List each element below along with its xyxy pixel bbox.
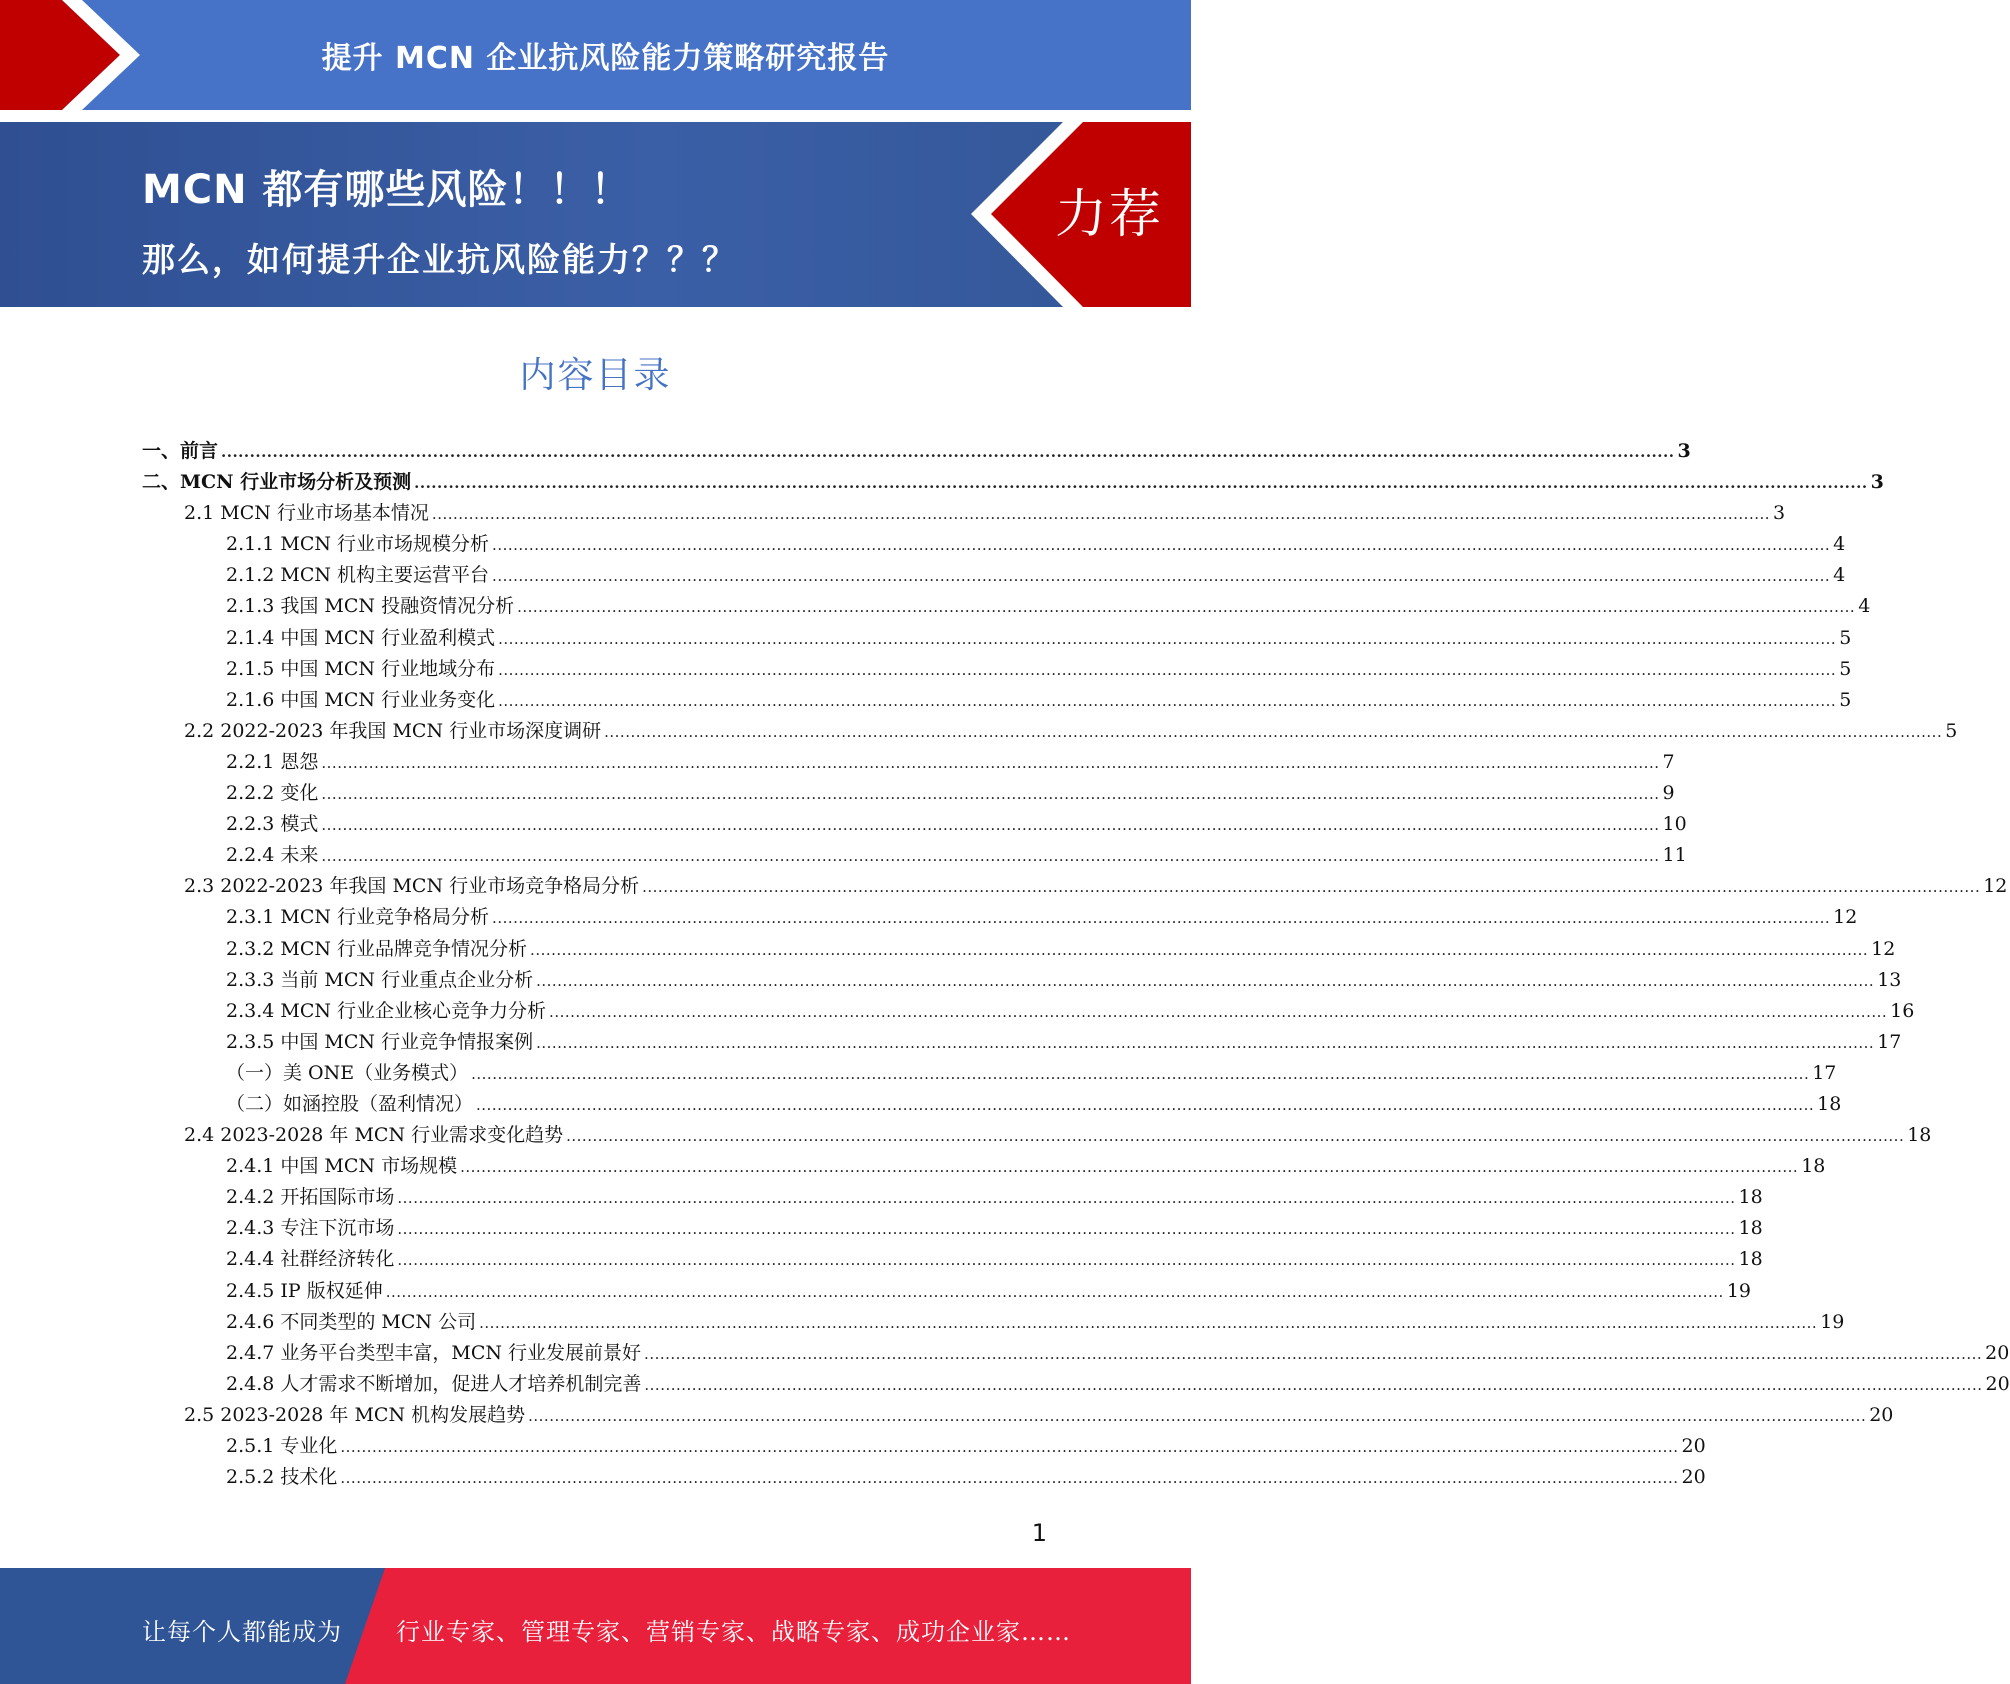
toc-entry-page: 20: [1869, 1403, 1894, 1426]
recommend-badge-text: 力荐: [1054, 185, 1163, 245]
toc-dot-leader: ..............................................................................................................................................................................................................................................................: [492, 536, 1831, 555]
toc-entry-page: 17: [1812, 1061, 1837, 1084]
toc-entry[interactable]: [142, 1369, 2010, 1400]
toc-entry-label: 2.4.8 人才需求不断增加，促进人才培养机制完善: [226, 1372, 642, 1395]
toc-entry[interactable]: [142, 467, 1884, 498]
toc-dot-leader: ..............................................................................................................................................................................................................................................................: [536, 1033, 1875, 1052]
toc-dot-leader: ..............................................................................................................................................................................................................................................................: [340, 1438, 1679, 1456]
toc-entry-page: 20: [1985, 1372, 2010, 1395]
toc-entry[interactable]: [142, 965, 1902, 996]
toc-entry[interactable]: [142, 1462, 1706, 1493]
toc-dot-leader: ..............................................................................................................................................................................................................................................................: [479, 1313, 1818, 1332]
toc-entry[interactable]: [142, 1244, 1763, 1275]
toc-entry-page: 20: [1985, 1341, 2010, 1364]
toc-entry-label: 2.5.2 技术化: [226, 1466, 338, 1489]
toc-dot-leader: ..............................................................................................................................................................................................................................................................: [498, 691, 1837, 710]
toc-entry[interactable]: [142, 840, 1687, 871]
toc-entry[interactable]: [142, 623, 1852, 654]
toc-entry[interactable]: [142, 809, 1687, 840]
toc-dot-leader: ..............................................................................................................................................................................................................................................................: [321, 816, 1660, 835]
toc-entry-label: 2.4.5 IP 版权延伸: [226, 1279, 383, 1302]
toc-entry-label: 2.3.2 MCN 行业品牌竞争情况分析: [226, 937, 528, 960]
toc-entry-label: 2.4.3 专注下沉市场: [226, 1217, 395, 1240]
toc-entry-page: 20: [1681, 1435, 1706, 1457]
toc-entry-page: 3: [1677, 440, 1691, 462]
toc-entry-page: 18: [1801, 1155, 1826, 1178]
toc-entry-label: 2.2.3 模式: [226, 813, 319, 836]
toc-dot-leader: ..............................................................................................................................................................................................................................................................: [530, 940, 1869, 959]
toc-entry-label: 2.5 2023-2028 年 MCN 机构发展趋势: [184, 1403, 526, 1426]
toc-dot-leader: ..............................................................................................................................................................................................................................................................: [414, 474, 1868, 493]
toc-entry-page: 7: [1662, 750, 1675, 773]
toc-entry[interactable]: [142, 529, 1846, 560]
toc-entry-label: 二、MCN 行业市场分析及预测: [142, 471, 412, 494]
toc-entry-page: 5: [1839, 688, 1852, 711]
toc-entry-label: 2.1.6 中国 MCN 行业业务变化: [226, 688, 496, 711]
toc-entry-page: 20: [1681, 1466, 1706, 1489]
toc-entry[interactable]: [142, 996, 1915, 1027]
toc-dot-leader: ..............................................................................................................................................................................................................................................................: [340, 1469, 1679, 1488]
toc-entry-page: 18: [1738, 1248, 1763, 1271]
page-number: 1: [1031, 1519, 1047, 1547]
toc-entry-label: 2.2.1 恩怨: [226, 750, 319, 773]
toc-entry[interactable]: [142, 654, 1852, 685]
table-of-contents: [142, 436, 2010, 1493]
toc-entry-label: 2.1.3 我国 MCN 投融资情况分析: [226, 595, 515, 618]
toc-entry[interactable]: [142, 685, 1852, 716]
toc-dot-leader: ..............................................................................................................................................................................................................................................................: [397, 1220, 1736, 1239]
toc-dot-leader: ..............................................................................................................................................................................................................................................................: [397, 1251, 1736, 1270]
toc-dot-leader: ..............................................................................................................................................................................................................................................................: [431, 505, 1771, 524]
toc-entry[interactable]: [142, 871, 2008, 902]
toc-dot-leader: ..............................................................................................................................................................................................................................................................: [476, 1095, 1815, 1114]
toc-entry[interactable]: [142, 1276, 1751, 1307]
toc-entry-page: 13: [1877, 968, 1902, 991]
toc-dot-leader: ..............................................................................................................................................................................................................................................................: [492, 909, 1831, 928]
toc-entry-label: 2.1.4 中国 MCN 行业盈利模式: [226, 626, 496, 649]
toc-entry[interactable]: [142, 716, 1958, 747]
toc-entry[interactable]: [142, 1400, 1894, 1431]
toc-entry[interactable]: [142, 778, 1675, 809]
toc-entry[interactable]: [142, 1182, 1763, 1213]
toc-entry-page: 19: [1820, 1310, 1845, 1333]
toc-dot-leader: ..............................................................................................................................................................................................................................................................: [460, 1158, 1799, 1177]
toc-entry-label: 2.3.1 MCN 行业竞争格局分析: [226, 906, 490, 929]
toc-entry[interactable]: [142, 1338, 2010, 1369]
toc-entry-label: 2.1 MCN 行业市场基本情况: [184, 502, 429, 525]
toc-entry-page: 5: [1839, 657, 1852, 680]
toc-dot-leader: ..............................................................................................................................................................................................................................................................: [397, 1189, 1736, 1208]
hero-banner: [0, 122, 1191, 307]
toc-dot-leader: ..............................................................................................................................................................................................................................................................: [566, 1127, 1905, 1146]
toc-entry-label: 2.5.1 专业化: [226, 1435, 338, 1457]
toc-entry[interactable]: [142, 1307, 1845, 1338]
toc-entry[interactable]: [142, 934, 1896, 965]
toc-dot-leader: ..............................................................................................................................................................................................................................................................: [321, 847, 1660, 866]
toc-entry-label: 2.4.2 开拓国际市场: [226, 1186, 395, 1209]
toc-entry[interactable]: [142, 747, 1675, 778]
toc-entry-page: 5: [1945, 719, 1958, 742]
toc-entry-page: 19: [1726, 1279, 1751, 1302]
toc-entry-page: 4: [1833, 533, 1846, 556]
toc-entry-label: 2.4.1 中国 MCN 市场规模: [226, 1155, 458, 1178]
toc-entry-page: 16: [1890, 999, 1915, 1022]
toc-entry-label: 一、前言: [142, 440, 219, 462]
report-header-bar: [0, 0, 1191, 110]
toc-entry[interactable]: [142, 1027, 1902, 1058]
toc-entry-page: 12: [1833, 906, 1858, 929]
toc-entry-page: 18: [1738, 1186, 1763, 1209]
toc-dot-leader: ..............................................................................................................................................................................................................................................................: [528, 1406, 1867, 1425]
report-title: 提升 MCN 企业抗风险能力策略研究报告: [321, 41, 890, 76]
toc-entry[interactable]: [142, 436, 1691, 467]
banner-subheadline: 那么，如何提升企业抗风险能力？？？: [142, 240, 737, 279]
toc-entry[interactable]: [142, 1120, 1932, 1151]
toc-entry-page: 18: [1817, 1092, 1842, 1115]
toc-entry[interactable]: [142, 1213, 1763, 1244]
toc-entry-page: 11: [1662, 844, 1687, 867]
toc-entry-label: 2.3.4 MCN 行业企业核心竞争力分析: [226, 999, 547, 1022]
toc-dot-leader: ..............................................................................................................................................................................................................................................................: [642, 878, 1981, 897]
toc-dot-leader: ..............................................................................................................................................................................................................................................................: [644, 1344, 1983, 1363]
toc-dot-leader: ..............................................................................................................................................................................................................................................................: [492, 567, 1831, 586]
toc-entry-page: 17: [1877, 1030, 1902, 1053]
toc-entry-label: 2.2.4 未来: [226, 844, 319, 867]
toc-entry-label: 2.1.2 MCN 机构主要运营平台: [226, 564, 490, 587]
toc-entry-label: 2.4 2023-2028 年 MCN 行业需求变化趋势: [184, 1124, 564, 1147]
toc-dot-leader: ..............................................................................................................................................................................................................................................................: [498, 629, 1837, 648]
toc-title: 内容目录: [519, 355, 672, 396]
toc-entry[interactable]: [142, 902, 1858, 933]
toc-dot-leader: ..............................................................................................................................................................................................................................................................: [536, 971, 1875, 990]
toc-entry-label: 2.2.2 变化: [226, 782, 319, 805]
toc-entry-label: 2.3.5 中国 MCN 行业竞争情报案例: [226, 1030, 534, 1053]
toc-dot-leader: ..............................................................................................................................................................................................................................................................: [471, 1064, 1810, 1083]
toc-dot-leader: ..............................................................................................................................................................................................................................................................: [321, 753, 1660, 772]
toc-entry-page: 18: [1907, 1124, 1932, 1147]
toc-entry-page: 4: [1833, 564, 1846, 587]
toc-entry[interactable]: [142, 560, 1846, 591]
footer-slogan-left: 让每个人都能成为: [142, 1618, 342, 1646]
toc-entry-page: 9: [1662, 782, 1675, 805]
toc-dot-leader: ..............................................................................................................................................................................................................................................................: [321, 785, 1660, 804]
banner-headline: MCN 都有哪些风险！！！: [142, 167, 632, 213]
toc-entry-page: 12: [1983, 875, 2008, 898]
toc-entry-label: 2.3.3 当前 MCN 行业重点企业分析: [226, 968, 534, 991]
toc-entry-page: 18: [1738, 1217, 1763, 1240]
toc-entry-label: 2.4.7 业务平台类型丰富，MCN 行业发展前景好: [226, 1341, 642, 1364]
toc-dot-leader: ..............................................................................................................................................................................................................................................................: [385, 1282, 1724, 1301]
toc-entry-page: 3: [1773, 502, 1786, 525]
toc-entry[interactable]: [142, 1151, 1826, 1182]
toc-entry-page: 5: [1839, 626, 1852, 649]
toc-entry-label: 2.4.4 社群经济转化: [226, 1248, 395, 1271]
toc-entry-page: 12: [1871, 937, 1896, 960]
toc-entry-label: （二）如涵控股（盈利情况）: [226, 1092, 474, 1115]
toc-entry-label: 2.1.5 中国 MCN 行业地域分布: [226, 657, 496, 680]
toc-entry[interactable]: [142, 498, 1786, 529]
toc-entry-page: 10: [1662, 813, 1687, 836]
toc-dot-leader: ..............................................................................................................................................................................................................................................................: [549, 1002, 1888, 1021]
toc-entry[interactable]: [142, 591, 1871, 622]
toc-entry-page: 4: [1858, 595, 1871, 618]
toc-entry-label: 2.1.1 MCN 行业市场规模分析: [226, 533, 490, 556]
toc-entry-page: 3: [1870, 471, 1884, 494]
toc-dot-leader: ..............................................................................................................................................................................................................................................................: [604, 722, 1943, 741]
toc-entry-label: 2.2 2022-2023 年我国 MCN 行业市场深度调研: [184, 719, 602, 742]
toc-entry[interactable]: [142, 1058, 1837, 1089]
toc-entry[interactable]: [142, 1089, 1842, 1120]
toc-entry[interactable]: [142, 1431, 1706, 1462]
footer-slogan-right: 行业专家、管理专家、营销专家、战略专家、成功企业家……: [396, 1618, 1071, 1646]
toc-entry-label: 2.4.6 不同类型的 MCN 公司: [226, 1310, 477, 1333]
toc-dot-leader: ..............................................................................................................................................................................................................................................................: [498, 660, 1837, 679]
toc-entry-label: （一）美 ONE（业务模式）: [226, 1061, 469, 1084]
toc-entry-label: 2.3 2022-2023 年我国 MCN 行业市场竞争格局分析: [184, 875, 640, 898]
toc-dot-leader: ..............................................................................................................................................................................................................................................................: [221, 443, 1675, 461]
toc-dot-leader: ..............................................................................................................................................................................................................................................................: [517, 598, 1856, 617]
toc-dot-leader: ..............................................................................................................................................................................................................................................................: [644, 1375, 1983, 1394]
